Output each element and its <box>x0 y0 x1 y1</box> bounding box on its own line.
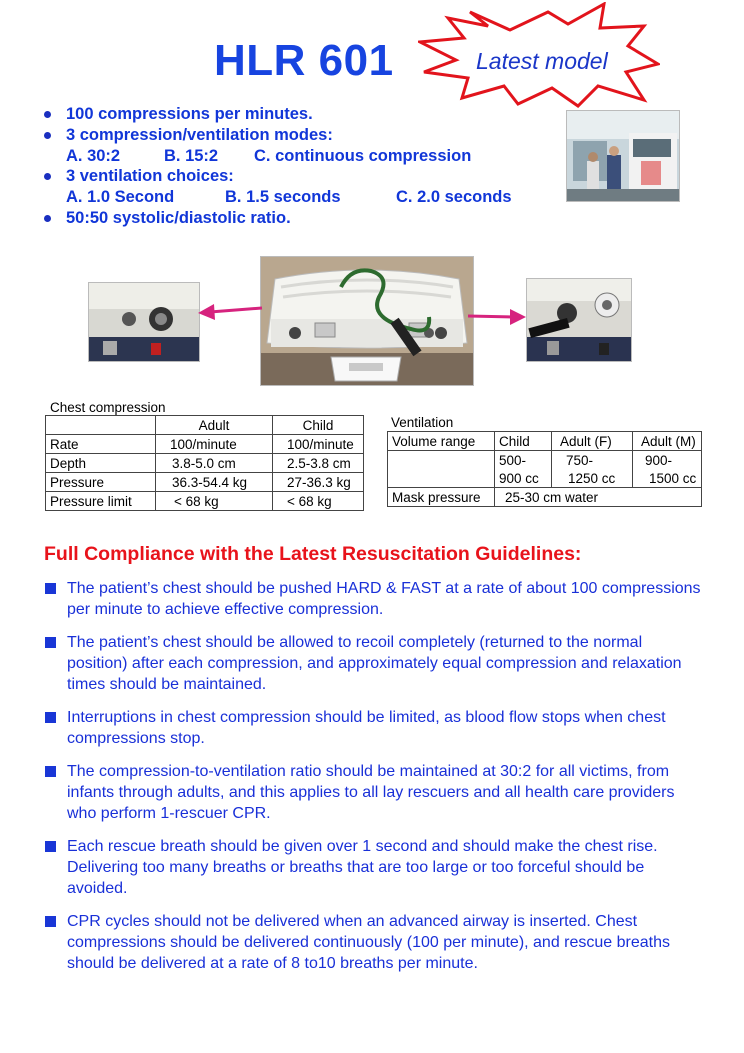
bullet-icon <box>44 132 51 139</box>
guidelines-heading: Full Compliance with the Latest Resuscitation Guidelines: <box>44 543 582 565</box>
chest-table-caption: Chest compression <box>50 400 166 415</box>
list-item: Interruptions in chest compression should be limited, as blood flow stops when chest compressions stop. <box>44 707 704 749</box>
table-header-row: Volume range Child Adult (F) Adult (M) <box>388 432 702 451</box>
square-bullet-icon <box>45 766 56 777</box>
list-item: The compression-to-ventilation ratio should be maintained at 30:2 for all victims, from infants through adults, and this applies to all lay rescuers and all health care providers who perform 1-rescuer CPR. <box>44 761 704 824</box>
page-title: HLR 601 <box>214 36 394 85</box>
table-row: Rate 100/minute 100/minute <box>46 435 364 454</box>
feature-options: A. 30:2 B. 15:2 C. continuous compression <box>66 146 472 165</box>
right-arrow-icon <box>468 306 528 326</box>
latest-model-badge: Latest model <box>476 48 608 74</box>
list-item: Each rescue breath should be given over 1 second and should make the chest rise. Delivering too many breaths or breaths that are too large or too forceful should be avoided. <box>44 836 704 899</box>
right-panel-closeup-photo <box>526 278 632 362</box>
table-row: 500- 750- 900- <box>388 451 702 470</box>
square-bullet-icon <box>45 841 56 852</box>
square-bullet-icon <box>45 583 56 594</box>
guidelines-list <box>44 578 704 986</box>
bullet-icon <box>44 111 51 118</box>
chest-compression-table <box>45 415 364 511</box>
feature-item: 3 ventilation choices: <box>44 166 512 187</box>
square-bullet-icon <box>45 712 56 723</box>
table-row: Pressure 36.3-54.4 kg 27-36.3 kg <box>46 473 364 492</box>
table-row: Pressure limit < 68 kg < 68 kg <box>46 492 364 511</box>
device-photo <box>260 256 474 386</box>
feature-options: A. 1.0 Second B. 1.5 seconds C. 2.0 seconds <box>66 188 512 207</box>
ambulance-photo <box>566 110 680 202</box>
list-item: The patient’s chest should be allowed to recoil completely (returned to the normal position) after each compression, and approximately equal compression and relaxation times should be maintained. <box>44 632 704 695</box>
table-row: 900 cc 1250 cc 1500 cc <box>388 469 702 488</box>
ventilation-table <box>387 431 702 507</box>
bullet-icon <box>44 173 51 180</box>
square-bullet-icon <box>45 637 56 648</box>
feature-item: 50:50 systolic/diastolic ratio. <box>44 208 512 229</box>
list-item: The patient’s chest should be pushed HARD & FAST at a rate of about 100 compressions per minute to achieve effective compression. <box>44 578 704 620</box>
table-row: Mask pressure 25-30 cm water <box>388 488 702 507</box>
feature-item: 3 compression/ventilation modes: <box>44 125 512 146</box>
left-arrow-icon <box>196 300 264 322</box>
table-row: Depth 3.8-5.0 cm 2.5-3.8 cm <box>46 454 364 473</box>
bullet-icon <box>44 215 51 222</box>
square-bullet-icon <box>45 916 56 927</box>
list-item: CPR cycles should not be delivered when an advanced airway is inserted. Chest compressions should be delivered continuously (100 per minute), and rescue breaths should be delivered at a rate of 8 to10 breaths per minute. <box>44 911 704 974</box>
table-header-row: Adult Child <box>46 416 364 435</box>
left-panel-closeup-photo <box>88 282 200 362</box>
feature-item: 100 compressions per minutes. <box>44 104 512 125</box>
feature-list <box>44 104 512 229</box>
vent-table-caption: Ventilation <box>391 415 454 430</box>
